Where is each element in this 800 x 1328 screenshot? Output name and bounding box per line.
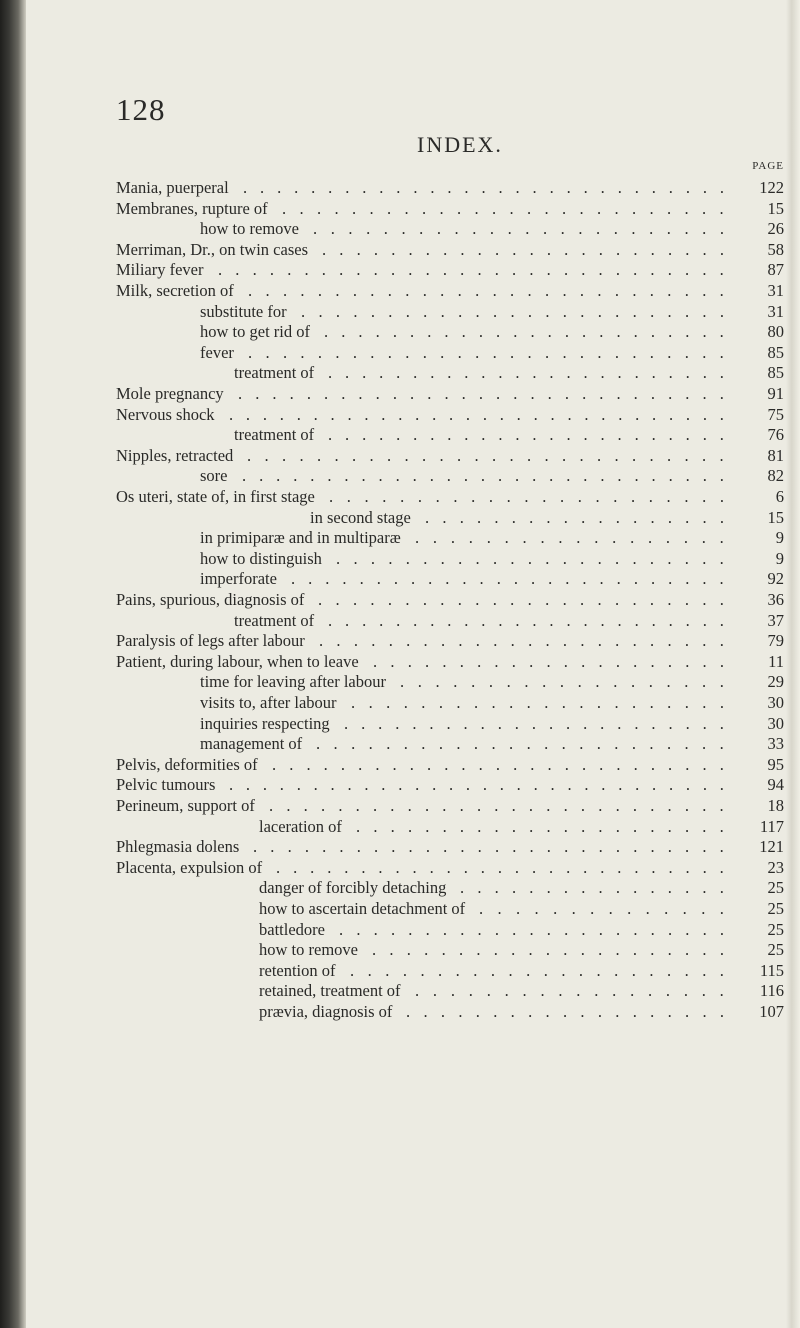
index-page-number: 85	[767, 363, 784, 383]
index-page-number: 30	[767, 693, 784, 712]
index-entry	[0, 281, 800, 301]
index-page-number: 107	[759, 1002, 784, 1021]
index-entry	[0, 817, 800, 837]
leader-dots: . . . . . . . . . . . . . . . . . . . . . . . .	[313, 219, 724, 239]
index-page-number: 25	[767, 878, 784, 898]
index-term: management of	[200, 734, 303, 754]
index-page-number: 80	[767, 322, 784, 342]
leader-dots: . . . . . . . . . . . . . . . . . . . . . .	[350, 960, 724, 980]
leader-dots: . . . . . . . . . . . . . .	[479, 899, 724, 918]
leader-dots: . . . . . . . . . . . . . . . . . . . . . . . . .	[301, 301, 724, 321]
index-term: danger of forcibly detaching	[259, 878, 447, 898]
leader-dots: . . . . . . . . . . . . . . . . . . . . . . . . . .	[282, 198, 724, 218]
index-page-number: 18	[767, 796, 784, 815]
index-term: retained, treatment of	[259, 981, 401, 1001]
index-term: Placenta, expulsion of	[116, 857, 263, 877]
index-entry	[0, 528, 800, 548]
index-term: Pelvis, deformities of	[116, 754, 258, 774]
index-page-number: 15	[767, 198, 784, 218]
index-term: prævia, diagnosis of	[259, 1002, 393, 1021]
leader-dots: . . . . . . . . . . . . . . . . . . . . . . . .	[319, 631, 724, 651]
index-entry	[0, 384, 800, 404]
index-page-number: 122	[759, 178, 784, 197]
index-page-number: 6	[775, 487, 784, 506]
index-entry	[0, 920, 800, 940]
index-term: visits to, after labour	[200, 693, 337, 712]
leader-dots: . . . . . . . . . . . . . . . . . . . . . . . . . . . . . .	[229, 775, 724, 795]
leader-dots: . . . . . . . . . . . . . . . . . . . . . . . . . . .	[272, 754, 724, 774]
leader-dots: . . . . . . . . . . . . . . . . . . . . . . . . . .	[291, 569, 724, 589]
index-term: Merriman, Dr., on twin cases	[116, 239, 308, 259]
leader-dots: . . . . . . . . . . . . . . . . . .	[425, 507, 724, 527]
index-page-number: 91	[767, 384, 784, 403]
index-term: Perineum, support of	[116, 796, 255, 815]
leader-dots: . . . . . . . . . . . . . . . . . . . . .	[373, 651, 724, 671]
index-term: Miliary fever	[116, 260, 204, 280]
index-page-number: 37	[767, 610, 784, 630]
index-page-number: 94	[767, 775, 784, 795]
index-entry	[0, 714, 800, 734]
leader-dots: . . . . . . . . . . . . . . . . . . . . . . . .	[322, 239, 724, 259]
leader-dots: . . . . . . . . . . . . . . . . . . . . . .	[356, 816, 724, 836]
index-entry	[0, 631, 800, 651]
running-head: INDEX.	[417, 132, 503, 157]
index-term: fever	[200, 342, 234, 362]
index-entry	[0, 652, 800, 672]
index-page-number: 31	[767, 301, 784, 321]
index-term: inquiries respecting	[200, 713, 330, 733]
leader-dots: . . . . . . . . . . . . . . . . . . . . . . . . . . . .	[247, 445, 724, 465]
index-page-number: 36	[767, 590, 784, 609]
leader-dots: . . . . . . . . . . . . . . . . . . .	[406, 1002, 724, 1021]
index-page-number: 23	[767, 857, 784, 877]
index-page-number: 81	[767, 445, 784, 465]
leader-dots: . . . . . . . . . . . . . . . . . . . . . . . .	[328, 363, 724, 383]
leader-dots: . . . . . . . . . . . . . . . . . . . . . . .	[339, 919, 724, 939]
index-page-number: 95	[767, 754, 784, 774]
leader-dots: . . . . . . . . . . . . . . . . . . . . . . . . . . . . .	[242, 466, 724, 486]
leader-dots: . . . . . . . . . . . . . . . . . . . . . . . . . . .	[269, 796, 724, 815]
page-number: 128	[116, 92, 166, 127]
index-entry	[0, 796, 800, 816]
leader-dots: . . . . . . . . . . . . . . . . . . . . . . . .	[316, 734, 724, 754]
index-page-number: 92	[767, 569, 784, 589]
index-entry	[0, 549, 800, 569]
index-term: time for leaving after labour	[200, 672, 387, 692]
leader-dots: . . . . . . . . . . . . . . . . . . . . . . . .	[328, 610, 724, 630]
leader-dots: . . . . . . . . . . . . . . . . . . .	[400, 672, 724, 692]
index-term: how to remove	[200, 219, 299, 239]
index-entry	[0, 199, 800, 219]
leader-dots: . . . . . . . . . . . . . . . .	[460, 878, 724, 898]
index-page-number: 30	[767, 713, 784, 733]
index-entry	[0, 446, 800, 466]
index-entry	[0, 899, 800, 919]
index-page-number: 85	[767, 342, 784, 362]
index-entry	[0, 858, 800, 878]
index-term: Phlegmasia dolens	[116, 837, 240, 857]
leader-dots: . . . . . . . . . . . . . . . . . . . . . . . . . . . .	[248, 281, 724, 300]
index-term: Paralysis of legs after labour	[116, 631, 305, 651]
index-entry	[0, 240, 800, 260]
index-entry	[0, 672, 800, 692]
index-term: Membranes, rupture of	[116, 198, 268, 218]
index-entry	[0, 466, 800, 486]
index-page-number: 9	[775, 528, 784, 548]
index-term: Nervous shock	[116, 404, 215, 424]
index-term: retention of	[259, 960, 336, 980]
index-term: in primiparæ and in multiparæ	[200, 528, 401, 548]
index-entry	[0, 487, 800, 507]
index-entry	[0, 837, 800, 857]
leader-dots: . . . . . . . . . . . . . . . . . . . . . . . . . . . .	[253, 837, 724, 857]
leader-dots: . . . . . . . . . . . . . . . . . . . . .	[372, 940, 724, 960]
index-entry	[0, 693, 800, 713]
leader-dots: . . . . . . . . . . . . . . . . . . . . . . . .	[318, 590, 724, 609]
index-page-number: 25	[767, 899, 784, 918]
index-page-number: 87	[767, 260, 784, 280]
index-page-number: 33	[767, 734, 784, 754]
index-term: Milk, secretion of	[116, 281, 234, 300]
index-entry	[0, 755, 800, 775]
index-term: battledore	[259, 919, 325, 939]
index-page-number: 76	[767, 425, 784, 445]
leader-dots: . . . . . . . . . . . . . . . . . . . . . . . . . . . .	[248, 342, 724, 362]
index-page-number: 11	[768, 651, 784, 671]
index-page-number: 116	[759, 981, 784, 1001]
leader-dots: . . . . . . . . . . . . . . . . . . . . . . . . . . . . . .	[229, 404, 724, 424]
index-page-number: 58	[767, 239, 784, 259]
index-entry	[0, 363, 800, 383]
index-entry	[0, 878, 800, 898]
index-page-number: 15	[767, 507, 784, 527]
index-term: substitute for	[200, 301, 287, 321]
index-entry	[0, 219, 800, 239]
index-entry	[0, 734, 800, 754]
leader-dots: . . . . . . . . . . . . . . . . . . . . . . . . . . . . .	[243, 178, 724, 197]
index-entry	[0, 940, 800, 960]
index-term: Patient, during labour, when to leave	[116, 651, 359, 671]
index-entry	[0, 1002, 800, 1022]
index-entry	[0, 569, 800, 589]
leader-dots: . . . . . . . . . . . . . . . . . . . . . .	[351, 693, 724, 712]
index-term: Os uteri, state of, in first stage	[116, 487, 315, 506]
index-entry	[0, 178, 800, 198]
index-entry	[0, 425, 800, 445]
index-term: how to get rid of	[200, 322, 310, 342]
index-page-number: 25	[767, 940, 784, 960]
index-term: Pelvic tumours	[116, 775, 216, 795]
index-page-number: 26	[767, 219, 784, 239]
leader-dots: . . . . . . . . . . . . . . . . . .	[415, 528, 724, 548]
index-entry	[0, 260, 800, 280]
index-page-number: 79	[767, 631, 784, 651]
index-page-number: 9	[775, 548, 784, 568]
index-page-number: 82	[767, 466, 784, 486]
index-term: in second stage	[310, 507, 411, 527]
index-term: treatment of	[234, 363, 315, 383]
index-term: Mania, puerperal	[116, 178, 229, 197]
index-entry	[0, 343, 800, 363]
leader-dots: . . . . . . . . . . . . . . . . . . . . . . . .	[328, 425, 724, 445]
index-entry	[0, 302, 800, 322]
index-page-number: 121	[759, 837, 784, 857]
leader-dots: . . . . . . . . . . . . . . . . . . . . . . . .	[324, 322, 724, 342]
index-term: how to distinguish	[200, 548, 322, 568]
index-entry	[0, 981, 800, 1001]
index-entry	[0, 590, 800, 610]
index-term: sore	[200, 466, 228, 486]
index-entry	[0, 961, 800, 981]
index-term: laceration of	[259, 816, 342, 836]
leader-dots: . . . . . . . . . . . . . . . . . . . . . . . . . . .	[276, 857, 724, 877]
index-term: Nipples, retracted	[116, 445, 234, 465]
leader-dots: . . . . . . . . . . . . . . . . . . . . . . .	[329, 487, 724, 506]
index-term: Pains, spurious, diagnosis of	[116, 590, 305, 609]
index-page-number: 117	[759, 816, 784, 836]
index-term: treatment of	[234, 610, 315, 630]
index-page-number: 31	[767, 281, 784, 300]
leader-dots: . . . . . . . . . . . . . . . . . . . . . . .	[344, 713, 724, 733]
index-entry	[0, 508, 800, 528]
leader-dots: . . . . . . . . . . . . . . . . . . . . . . . . . . . . .	[238, 384, 724, 403]
index-term: treatment of	[234, 425, 315, 445]
index-term: how to ascertain detachment of	[259, 899, 466, 918]
index-entry	[0, 405, 800, 425]
index-page-number: 25	[767, 919, 784, 939]
index-page-number: 29	[767, 672, 784, 692]
index-term: how to remove	[259, 940, 358, 960]
leader-dots: . . . . . . . . . . . . . . . . . . . . . . .	[336, 548, 724, 568]
leader-dots: . . . . . . . . . . . . . . . . . .	[415, 981, 724, 1001]
index-entry	[0, 322, 800, 342]
page-column-label: PAGE	[752, 160, 784, 172]
index-term: imperforate	[200, 569, 277, 589]
index-entry	[0, 611, 800, 631]
leader-dots: . . . . . . . . . . . . . . . . . . . . . . . . . . . . . .	[218, 260, 724, 280]
index-page-number: 75	[767, 404, 784, 424]
index-term: Mole pregnancy	[116, 384, 224, 403]
index-entry	[0, 775, 800, 795]
index-page-number: 115	[759, 960, 784, 980]
